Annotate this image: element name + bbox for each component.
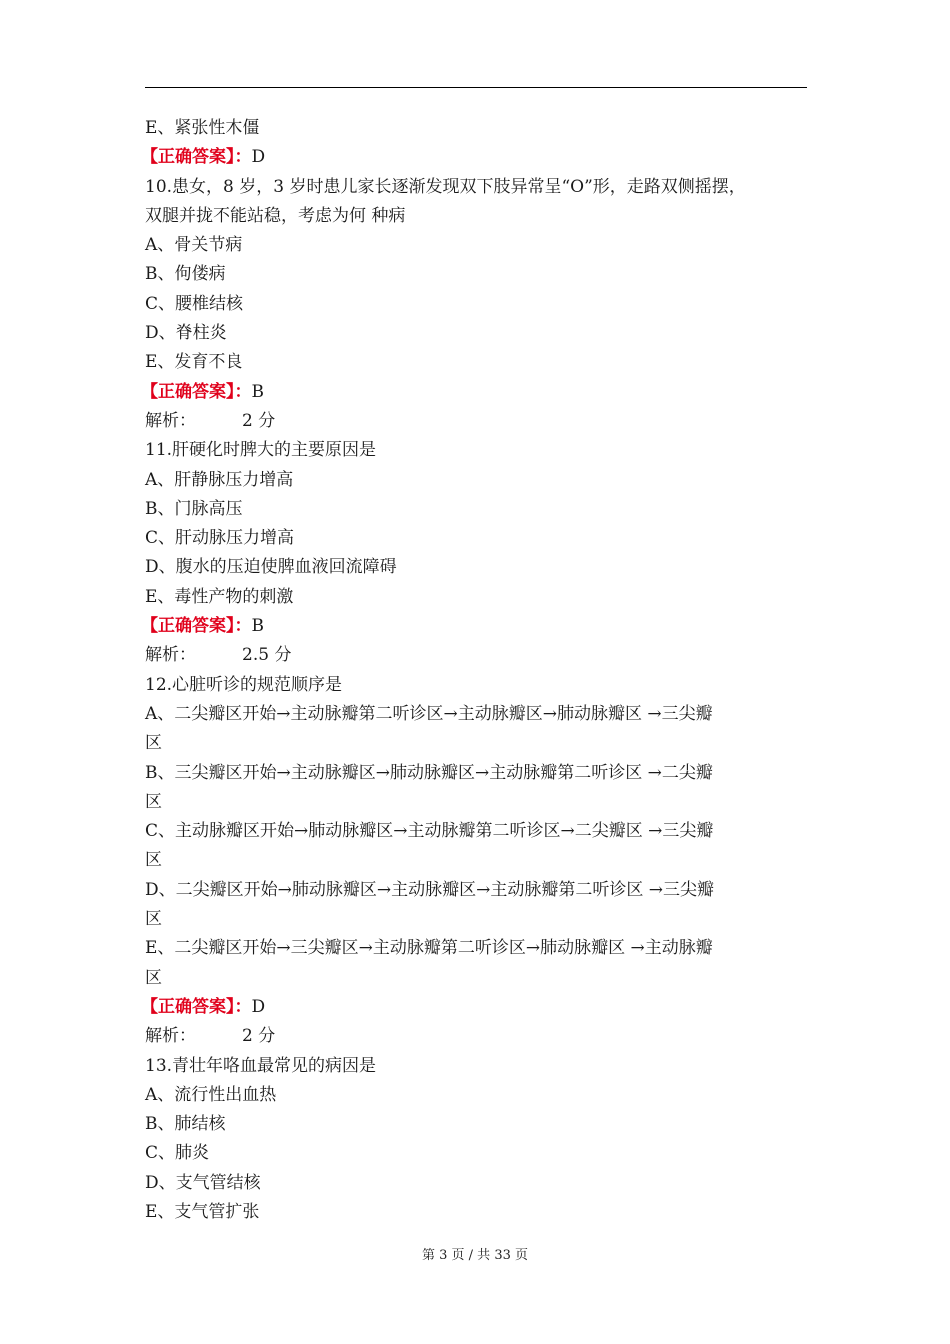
q11-analysis	[145, 641, 810, 670]
q10-answer-label: 【正确答案】：	[141, 381, 252, 402]
q9-answer	[141, 143, 810, 172]
q11-answer-label: 【正确答案】：	[141, 616, 252, 637]
q13-option-a: A、流行性出血热	[145, 1084, 277, 1105]
q9-answer-value: D	[251, 147, 266, 168]
q10-stem-line1: 10.患女，8 岁，3 岁时患儿家长逐渐发现双下肢异常呈“O”形，走路双侧摇摆，	[145, 176, 746, 197]
q12-option-b-line2: 区	[145, 791, 162, 812]
q13-option-c: C、肺炎	[145, 1143, 210, 1164]
q11-answer	[141, 612, 810, 641]
q13-stem: 13.青壮年咯血最常见的病因是	[145, 1055, 377, 1076]
q9-option-e: E、紧张性木僵	[145, 118, 260, 138]
q12-option-c-line1: C、主动脉瓣区开始→肺动脉瓣区→主动脉瓣第二听诊区→二尖瓣区 →三尖瓣	[145, 821, 714, 842]
q11-stem: 11.肝硬化时脾大的主要原因是	[145, 440, 377, 461]
q10-analysis-value: 2 分	[242, 410, 276, 431]
q10-option-c: C、腰椎结核	[145, 293, 244, 314]
q11-answer-value: B	[251, 616, 264, 637]
q12-analysis-value: 2 分	[242, 1026, 276, 1047]
q12-answer-value: D	[251, 996, 266, 1017]
q11-option-e: E、毒性产物的刺激	[145, 586, 294, 607]
q12-answer-label: 【正确答案】：	[141, 996, 252, 1017]
q12-option-b-line1: B、三尖瓣区开始→主动脉瓣区→肺动脉瓣区→主动脉瓣第二听诊区 →二尖瓣	[145, 762, 713, 783]
q10-answer	[141, 378, 810, 407]
q9-answer-label: 【正确答案】：	[141, 147, 252, 168]
q12-option-a-line1: A、二尖瓣区开始→主动脉瓣第二听诊区→主动脉瓣区→肺动脉瓣区 →三尖瓣	[145, 703, 713, 724]
q13-option-b: B、肺结核	[145, 1114, 226, 1135]
q12-option-e-line2: 区	[145, 967, 162, 988]
q12-option-e-line1: E、二尖瓣区开始→三尖瓣区→主动脉瓣第二听诊区→肺动脉瓣区 →主动脉瓣	[145, 938, 713, 959]
q11-analysis-value: 2.5 分	[242, 645, 292, 666]
q12-option-d-line2: 区	[145, 909, 162, 930]
q10-option-d: D、脊柱炎	[145, 323, 227, 344]
q13-option-d: D、支气管结核	[145, 1172, 261, 1193]
q10-stem-line2: 双腿并拢不能站稳，考虑为何 种病	[145, 205, 406, 226]
q10-analysis	[145, 407, 810, 436]
q12-stem: 12.心脏听诊的规范顺序是	[145, 674, 343, 695]
q11-analysis-label: 解析：	[145, 645, 196, 666]
q13-option-e: E、支气管扩张	[145, 1201, 260, 1222]
q10-option-b: B、佝偻病	[145, 264, 226, 285]
q12-option-c-line2: 区	[145, 850, 162, 871]
q11-option-b: B、门脉高压	[145, 498, 243, 519]
q11-option-c: C、肝动脉压力增高	[145, 528, 295, 549]
q10-option-a: A、骨关节病	[145, 235, 243, 256]
q11-option-d: D、腹水的压迫使脾血液回流障碍	[145, 557, 397, 578]
q12-analysis	[145, 1022, 810, 1051]
header-rule	[145, 87, 807, 88]
q10-option-e: E、发育不良	[145, 352, 243, 373]
document-body	[141, 114, 810, 1227]
q12-option-a-line2: 区	[145, 733, 162, 754]
q11-option-a: A、肝静脉压力增高	[145, 469, 294, 490]
q10-analysis-label: 解析：	[145, 410, 196, 431]
q10-answer-value: B	[251, 381, 264, 402]
page-footer: 第 3 页 / 共 33 页	[422, 1248, 528, 1263]
q12-option-d-line1: D、二尖瓣区开始→肺动脉瓣区→主动脉瓣区→主动脉瓣第二听诊区 →三尖瓣	[145, 879, 715, 900]
q12-analysis-label: 解析：	[145, 1026, 196, 1047]
q12-answer	[141, 993, 810, 1022]
